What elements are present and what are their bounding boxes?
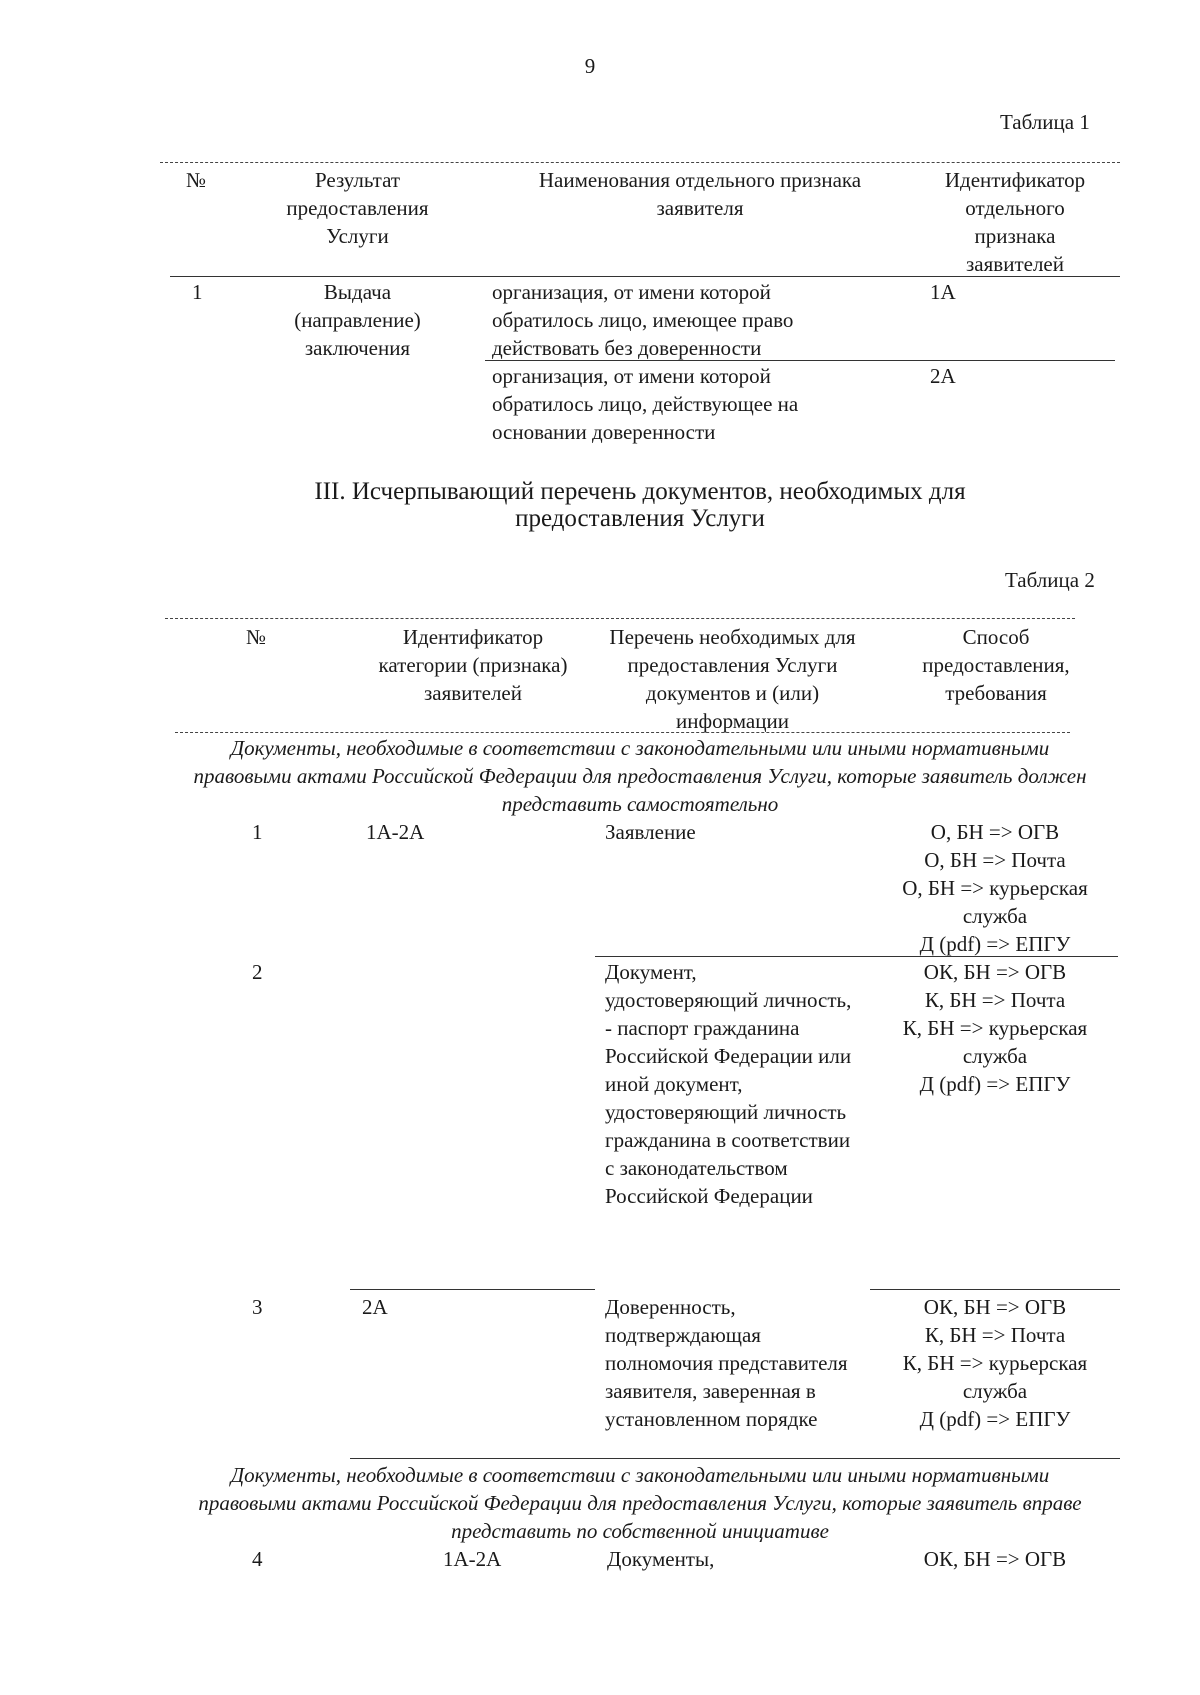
table2-header-method: Способ предоставления, требования <box>922 625 1070 705</box>
table2-group1-heading: Документы, необходимые в соответствии с законодательными или иными нормативными правовыми актами Российской Федерации для предоставления Услуги, которые заявитель должен представить самостоятельно <box>193 736 1087 816</box>
table1-row-divider <box>485 360 1115 361</box>
table2-group2-heading: Документы, необходимые в соответствии с законодательными или иными нормативными правовыми актами Российской Федерации для предоставления Услуги, которые заявитель вправе представить по собственной инициативе <box>198 1463 1082 1543</box>
table1-header-id: Идентификатор отдельного признака заявителей <box>944 168 1086 276</box>
table2-header-category: Идентификатор категории (признака) заявителей <box>378 625 568 705</box>
table2-header-num: № <box>246 625 267 649</box>
table1-row2-sign: организация, от имени которой обратилось лицо, действующее на основании доверенности <box>492 364 799 444</box>
table2-row2-divider-right <box>870 1289 1120 1290</box>
table2-row2-num: 2 <box>252 960 263 984</box>
method-line: К, БН => курьерская служба <box>902 1016 1088 1068</box>
table1-caption: Таблица 1 <box>1000 110 1090 134</box>
table1-row1-sign: организация, от имени которой обратилось лицо, имеющее право действовать без доверенности <box>492 280 794 360</box>
method-line: О, БН => ОГВ <box>930 820 1060 844</box>
table2-header-documents: Перечень необходимых для предоставления Услуги документов и (или) информации <box>609 625 856 733</box>
table2-row1-num: 1 <box>252 820 263 844</box>
table2-row3-document: Доверенность, подтверждающая полномочия представителя заявителя, заверенная в установленном порядке <box>605 1295 848 1431</box>
table2-row1-method <box>880 818 1110 958</box>
method-line: ОК, БН => ОГВ <box>923 960 1067 984</box>
method-line: К, БН => курьерская служба <box>902 1351 1088 1403</box>
table2-row2-divider-left <box>350 1289 595 1290</box>
table2-row4-document: Документы, <box>607 1547 715 1571</box>
method-line: О, БН => курьерская служба <box>902 876 1088 928</box>
table2-caption: Таблица 2 <box>1005 568 1095 592</box>
method-line: О, БН => Почта <box>924 848 1066 872</box>
page-number: 9 <box>584 54 596 78</box>
table2-row1-divider <box>595 956 1118 957</box>
table2-row1-document: Заявление <box>605 820 696 844</box>
table2-row3-method <box>880 1293 1110 1433</box>
table2-row3-category: 2А <box>362 1295 388 1319</box>
method-line: К, БН => Почта <box>924 988 1066 1012</box>
table1-row1-num: 1 <box>192 280 203 304</box>
table1-top-rule <box>160 162 1120 163</box>
table1-header-result: Результат предоставления Услуги <box>286 168 429 248</box>
method-line: Д (pdf) => ЕПГУ <box>919 1072 1071 1096</box>
method-line: К, БН => Почта <box>924 1323 1066 1347</box>
table2-row2-method <box>880 958 1110 1098</box>
table1-row1-result: Выдача (направление) заключения <box>294 280 421 360</box>
table2-row2-document: Документ, удостоверяющий личность, - паспорт гражданина Российской Федерации или иной документ, удостоверяющий личность гражданина в соответствии с законодательством Российской Федерации <box>605 960 852 1208</box>
table2-row3-divider <box>350 1458 1120 1459</box>
table1-row1-id: 1А <box>930 280 956 304</box>
table1-header-num: № <box>186 168 207 192</box>
table2-header-rule <box>175 732 1070 733</box>
table2-row4-category: 1А-2А <box>443 1547 502 1571</box>
table2-row3-num: 3 <box>252 1295 263 1319</box>
table2-row4-num: 4 <box>252 1547 263 1571</box>
method-line: Д (pdf) => ЕПГУ <box>919 1407 1071 1431</box>
table1-row2-id: 2А <box>930 364 956 388</box>
table2-top-rule <box>165 618 1075 619</box>
table1-header-sign: Наименования отдельного признака заявителя <box>538 168 862 220</box>
table1-header-rule <box>170 276 1120 277</box>
table2-row1-category: 1А-2А <box>366 820 425 844</box>
method-line: ОК, БН => ОГВ <box>923 1295 1067 1319</box>
method-line: Д (pdf) => ЕПГУ <box>919 932 1071 956</box>
table2-row4-method: ОК, БН => ОГВ <box>923 1547 1067 1571</box>
section-title: III. Исчерпывающий перечень документов, необходимых для предоставления Услуги <box>314 478 966 532</box>
